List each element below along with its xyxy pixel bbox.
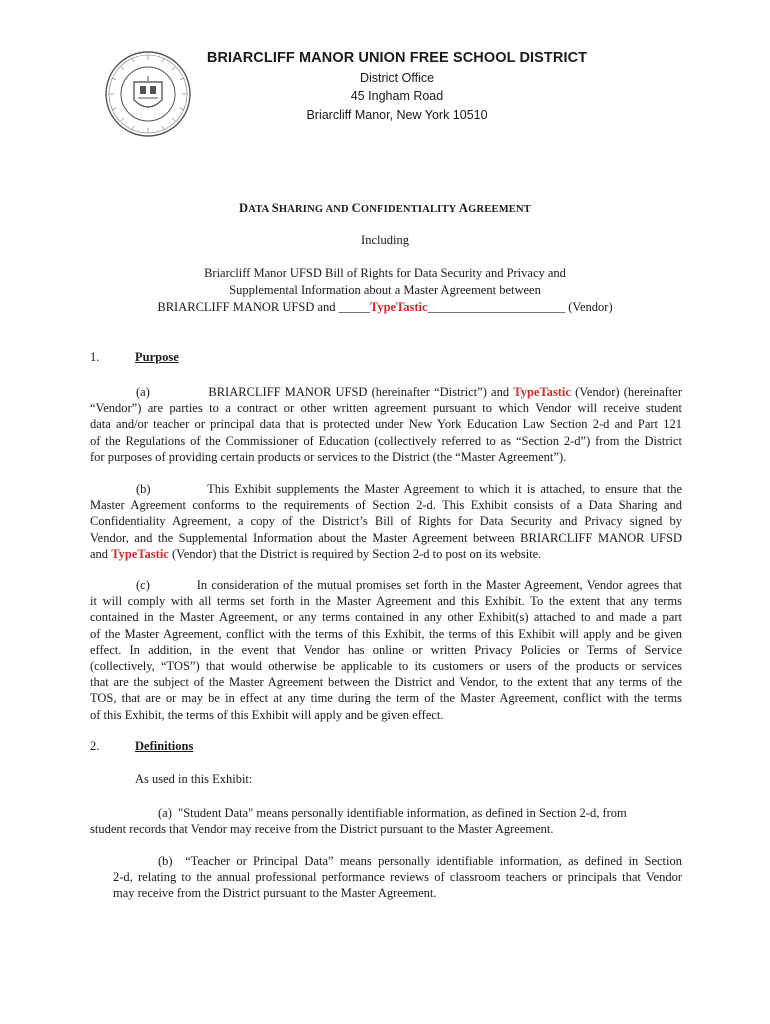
agreement-parties: BRIARCLIFF MANOR UFSD and _____TypeTastic______________________ (Vendor): [157, 300, 613, 314]
section-1c-paragraph: (c) In consideration of the mutual promises set forth in the Master Agreement, Vendor agrees that it will comply with all terms set forth in the Master Agreement and this Exhibit. To the extent that any terms contained in the Master Agreement, or any terms contained in any other Exhibit(s) attached to and made a part of the Master Agreement, conflict with the terms of this Exhibit, the terms of this Exhibit will apply and be given effect. In addition, in the event that Vendor has online or written Privacy Policies or Terms of Service (collectively, “TOS”) that would otherwise be applicable to its customers or users of the products or services that are the subject of the Master Agreement between the District and Vendor, to the extent that any terms of the TOS, that are or may be in effect at any time during the term of the Master Agreement, conflict with the terms of this Exhibit, the terms of this Exhibit will apply and be given effect.: [90, 578, 682, 722]
agreement-title: DATA SHARING AND CONFIDENTIALITY AGREEMENT: [239, 201, 531, 215]
section-1-heading: Purpose: [135, 350, 179, 364]
vendor-name: TypeTastic: [513, 385, 571, 399]
section-2b-paragraph: (b) “Teacher or Principal Data” means personally identifiable information, as defined in Section 2-d, relating to the annual professional performance reviews of classroom teachers or principals that Vendor may receive from the District pursuant to the Master Agreement.: [113, 854, 682, 901]
section-2-number: 2.: [90, 739, 100, 753]
definitions-intro: As used in this Exhibit:: [135, 772, 253, 786]
section-2a-paragraph: (a) "Student Data" means personally identifiable information, as defined in Section 2-d, from student records that Vendor may receive from the District pursuant to the Master Agreement.: [90, 806, 627, 837]
district-street: 45 Ingham Road: [350, 89, 444, 103]
district-name: BRIARCLIFF MANOR UNION FREE SCHOOL DISTRICT: [206, 50, 588, 66]
including-label: Including: [361, 233, 409, 247]
agreement-subtitle-line1: Briarcliff Manor UFSD Bill of Rights for Data Security and Privacy and: [204, 266, 566, 280]
section-1a-paragraph: (a) BRIARCLIFF MANOR UFSD (hereinafter “District”) and TypeTastic (Vendor) (hereinafter “Vendor”) are parties to a contract or other written agreement pursuant to which Vendor will receive student data and/or teacher or principal data that is protected under New York Education Law Section 2-d and Part 121 of the Regulations of the Commissioner of Education (collectively referred to as “Section 2-d”) from the District for purposes of providing certain products or services to the District (the “Master Agreement”).: [90, 385, 683, 464]
section-1b-paragraph: (b) This Exhibit supplements the Master Agreement to which it is attached, to ensure that the Master Agreement conforms to the requirements of Section 2-d. This Exhibit consists of a Data Sharing and Confidentiality Agreement, a copy of the District’s Bill of Rights for Data Security and Privacy signed by Vendor, and the Supplemental Information about the Master Agreement between BRIARCLIFF MANOR UFSD and TypeTastic (Vendor) that the District is required by Section 2-d to post on its website.: [90, 482, 682, 561]
district-seal-icon: [104, 50, 192, 138]
agreement-subtitle-line2: Supplemental Information about a Master Agreement between: [229, 283, 541, 297]
district-city: Briarcliff Manor, New York 10510: [306, 108, 488, 122]
vendor-name: TypeTastic: [369, 300, 428, 314]
district-office: District Office: [359, 71, 435, 85]
section-1-number: 1.: [90, 350, 100, 364]
vendor-name: TypeTastic: [111, 546, 169, 561]
section-2-heading: Definitions: [135, 739, 194, 753]
